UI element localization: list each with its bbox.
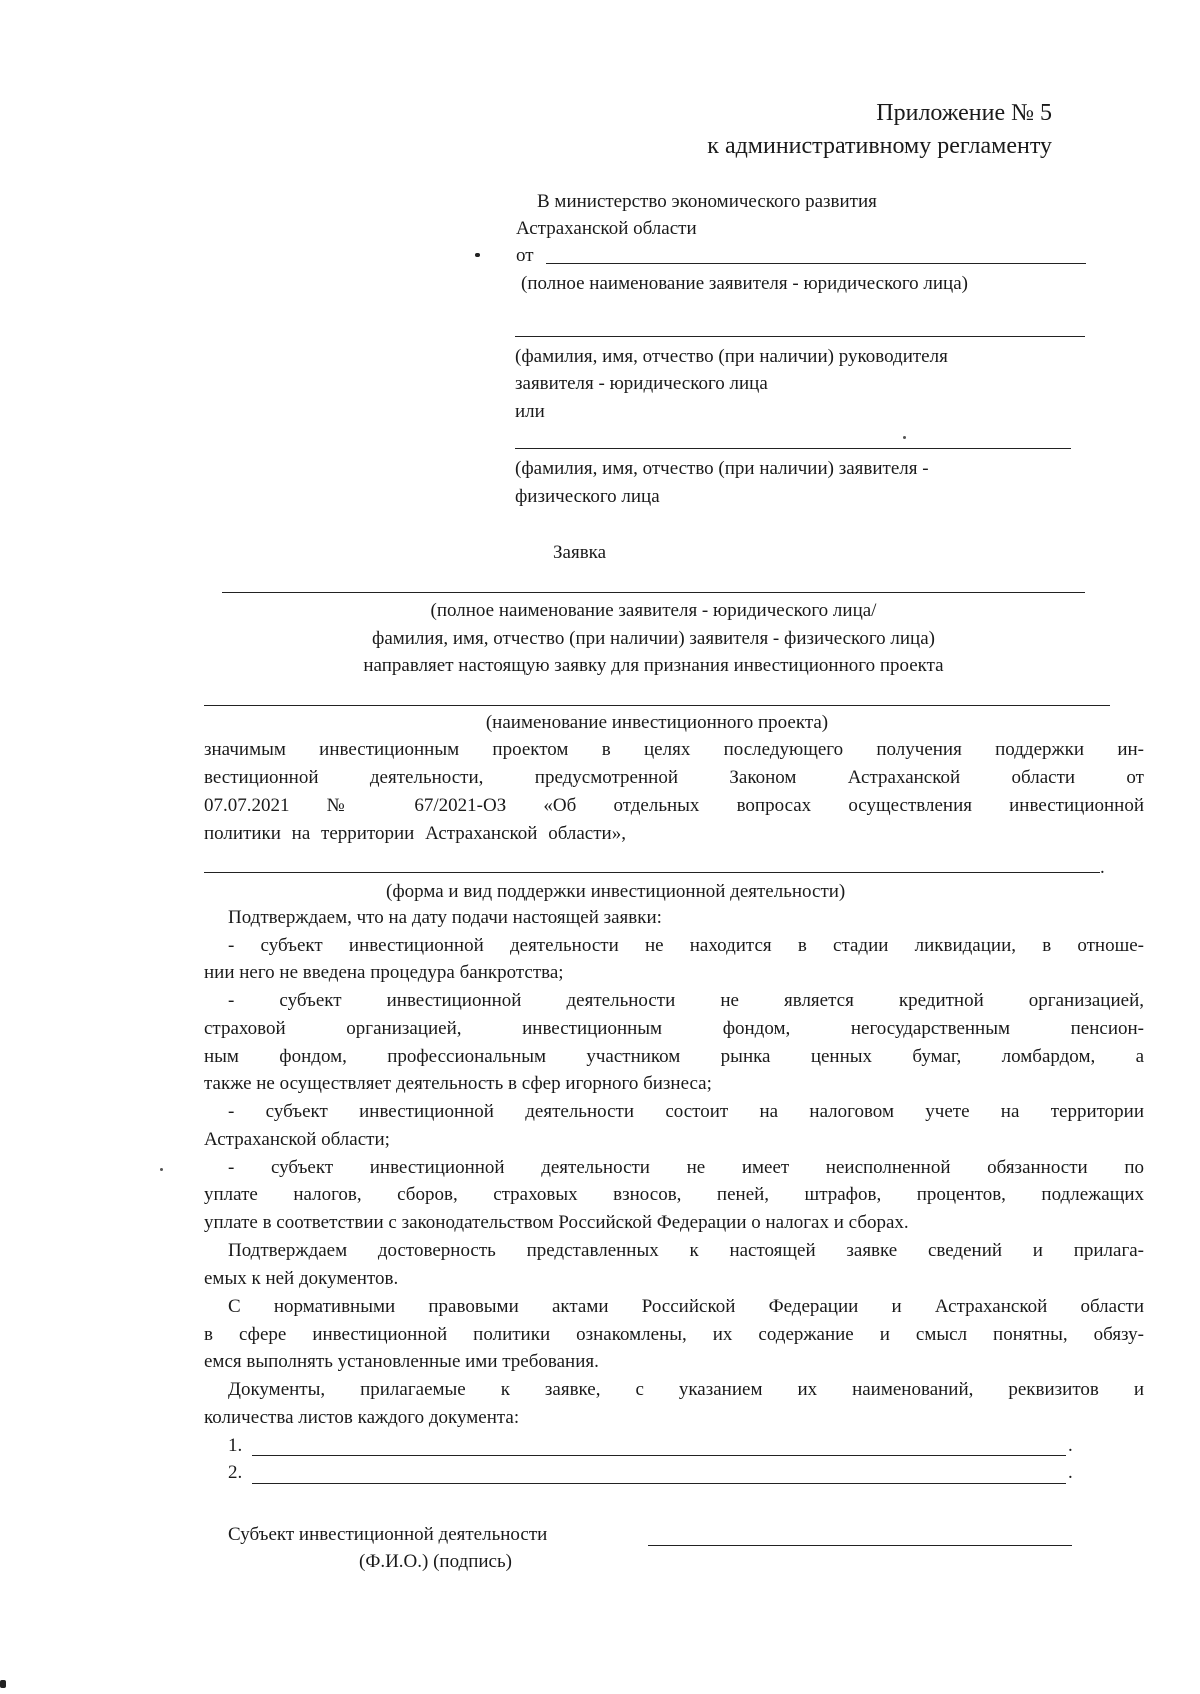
project-caption: (наименование инвестиционного проекта): [485, 712, 829, 733]
item-tax-registered: - субъект инвестиционной деятельности состоит на налоговом учете на территории: [228, 1101, 1144, 1122]
significance-line-4: политики на территории Астраханской области»,: [204, 823, 626, 844]
reliability-line-1: Подтверждаем достоверность представленных к настоящей заявке сведений и прилага-: [228, 1240, 1144, 1261]
norms-line-2: в сфере инвестиционной политики ознакомлены, их содержание и смысл понятны, обязу-: [204, 1324, 1144, 1345]
support-line-period: .: [1100, 857, 1105, 878]
reliability-line-2: емых к ней документов.: [204, 1268, 399, 1289]
signature-label: Субъект инвестиционной деятельности: [228, 1524, 548, 1545]
item-not-credit-org-cont-1: страховой организацией, инвестиционным фондом, негосударственным пенсион-: [204, 1018, 1144, 1039]
documents-line-1: Документы, прилагаемые к заявке, с указанием их наименований, реквизитов и: [228, 1379, 1144, 1400]
significance-line-2: вестиционной деятельности, предусмотренной Законом Астраханской области от: [204, 767, 1144, 788]
doc-item-2-number: 2.: [228, 1462, 243, 1483]
doc-item-1-period: .: [1068, 1435, 1073, 1456]
signature-line: [648, 1545, 1072, 1546]
documents-line-2: количества листов каждого документа:: [204, 1407, 520, 1428]
item-not-credit-org-cont-2: ным фондом, профессиональным участником рынка ценных бумаг, ломбардом, а: [204, 1046, 1144, 1067]
document-title: Заявка: [553, 542, 607, 563]
head-caption: (фамилия, имя, отчество (при наличии) руководителя: [515, 346, 948, 367]
individual-fill-line: [515, 448, 1071, 449]
from-fill-line: [546, 263, 1086, 264]
norms-line-1: С нормативными правовыми актами Российской Федерации и Астраханской области: [228, 1296, 1144, 1317]
item-not-credit-org-cont-3: также не осуществляет деятельность в сфер игорного бизнеса;: [204, 1073, 712, 1094]
item-liquidation-cont: нии него не введена процедура банкротства;: [204, 962, 564, 983]
doc-item-1-number: 1.: [228, 1435, 243, 1456]
appendix-number: Приложение № 5: [876, 100, 1052, 126]
item-not-credit-org: - субъект инвестиционной деятельности не является кредитной организацией,: [228, 990, 1144, 1011]
scan-edge-mark: [0, 1680, 6, 1688]
scan-speck: [903, 436, 906, 439]
doc-item-2-line: [252, 1483, 1066, 1484]
legal-entity-caption: (полное наименование заявителя - юридического лица): [521, 273, 968, 294]
from-label: от: [516, 245, 534, 266]
signature-caption: (Ф.И.О.) (подпись): [359, 1551, 512, 1572]
item-no-debts-cont-2: уплате в соответствии с законодательством Российской Федерации о налогах и сборах.: [204, 1212, 909, 1233]
addressee-region: Астраханской области: [516, 218, 697, 239]
doc-item-1-line: [252, 1455, 1066, 1456]
significance-line-1: значимым инвестиционным проектом в целях последующего получения поддержки ин-: [204, 739, 1144, 760]
applicant-fill-line: [222, 592, 1085, 593]
individual-caption-cont: физического лица: [515, 486, 660, 507]
confirm-intro: Подтверждаем, что на дату подачи настоящей заявки:: [228, 907, 662, 928]
addressee-ministry: В министерство экономического развития: [537, 191, 877, 212]
scan-mark: [475, 253, 480, 257]
item-no-debts: - субъект инвестиционной деятельности не имеет неисполненной обязанности по: [228, 1157, 1144, 1178]
norms-line-3: емся выполнять установленные ими требования.: [204, 1351, 599, 1372]
item-no-debts-cont-1: уплате налогов, сборов, страховых взносов, пеней, штрафов, процентов, подлежащих: [204, 1184, 1144, 1205]
head-fill-line: [515, 336, 1085, 337]
item-liquidation: - субъект инвестиционной деятельности не находится в стадии ликвидации, в отноше-: [228, 935, 1144, 956]
head-caption-cont: заявителя - юридического лица: [515, 373, 768, 394]
individual-caption: (фамилия, имя, отчество (при наличии) заявителя -: [515, 458, 929, 479]
support-fill-line: [204, 872, 1100, 873]
doc-item-2-period: .: [1068, 1462, 1073, 1483]
regulation-reference: к административному регламенту: [707, 133, 1052, 159]
support-caption: (форма и вид поддержки инвестиционной деятельности): [386, 881, 846, 902]
item-tax-registered-cont: Астраханской области;: [204, 1129, 390, 1150]
or-label: или: [515, 401, 545, 422]
scan-speck-2: [160, 1168, 163, 1171]
sends-text: направляет настоящую заявку для признания инвестиционного проекта: [363, 655, 944, 676]
project-fill-line: [204, 705, 1110, 706]
applicant-caption: (полное наименование заявителя - юридического лица/: [430, 600, 877, 621]
applicant-caption-cont: фамилия, имя, отчество (при наличии) заявителя - физического лица): [372, 628, 935, 649]
significance-line-3: 07.07.2021 № 67/2021-ОЗ «Об отдельных вопросах осуществления инвестиционной: [204, 795, 1144, 816]
